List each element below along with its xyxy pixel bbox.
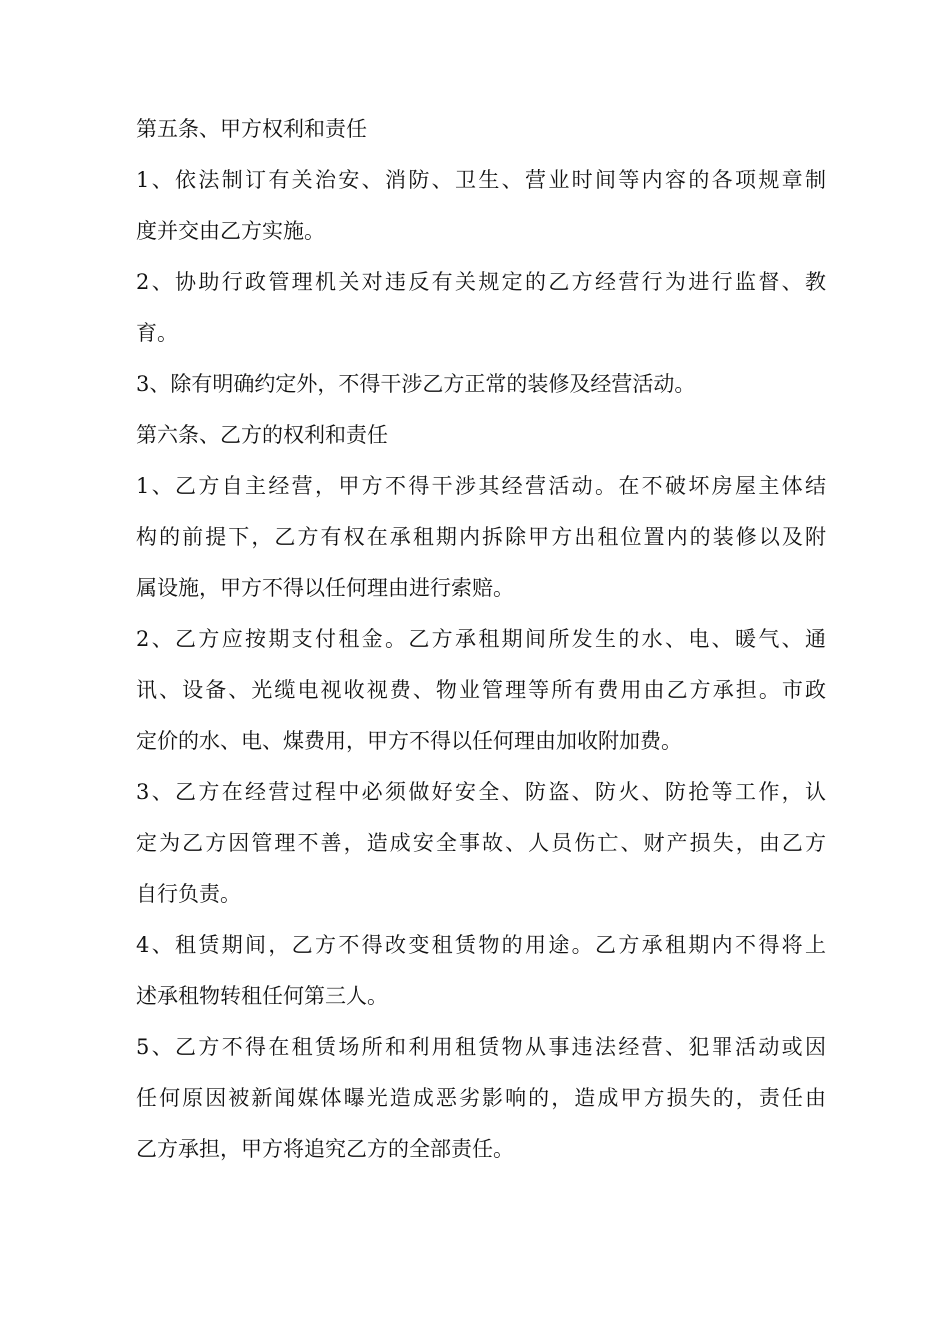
- paragraph-line: 2、协助行政管理机关对违反有关规定的乙方经营行为进行监督、教: [136, 270, 826, 294]
- paragraph-line: 1、乙方自主经营，甲方不得干涉其经营活动。在不破坏房屋主体结: [136, 474, 826, 498]
- document-body: [136, 104, 826, 1175]
- paragraph-line: 3、乙方在经营过程中必须做好安全、防盗、防火、防抢等工作，认: [136, 780, 826, 804]
- paragraph-line: 讯、设备、光缆电视收视费、物业管理等所有费用由乙方承担。市政: [136, 678, 826, 702]
- paragraph-line: 任何原因被新闻媒体曝光造成恶劣影响的，造成甲方损失的，责任由: [136, 1086, 826, 1110]
- paragraph-line: 4、租赁期间，乙方不得改变租赁物的用途。乙方承租期内不得将上: [136, 933, 826, 957]
- paragraph-line: 定价的水、电、煤费用，甲方不得以任何理由加收附加费。: [136, 729, 682, 753]
- paragraph-line: 2、乙方应按期支付租金。乙方承租期间所发生的水、电、暖气、通: [136, 627, 826, 651]
- section-heading-6: 第六条、乙方的权利和责任: [136, 423, 388, 447]
- paragraph-line: 育。: [136, 321, 178, 345]
- paragraph-line: 乙方承担，甲方将追究乙方的全部责任。: [136, 1137, 514, 1161]
- paragraph-line: 自行负责。: [136, 882, 241, 906]
- paragraph-line: 定为乙方因管理不善，造成安全事故、人员伤亡、财产损失，由乙方: [136, 831, 826, 855]
- section-heading-5: 第五条、甲方权利和责任: [136, 117, 367, 141]
- paragraph-line: 度并交由乙方实施。: [136, 219, 325, 243]
- paragraph-line: 构的前提下，乙方有权在承租期内拆除甲方出租位置内的装修以及附: [136, 525, 826, 549]
- paragraph-line: 属设施，甲方不得以任何理由进行索赔。: [136, 576, 514, 600]
- paragraph-line: 1、依法制订有关治安、消防、卫生、营业时间等内容的各项规章制: [136, 168, 826, 192]
- paragraph-line: 5、乙方不得在租赁场所和利用租赁物从事违法经营、犯罪活动或因: [136, 1035, 826, 1059]
- paragraph-line: 述承租物转租任何第三人。: [136, 984, 388, 1008]
- paragraph-line: 3、除有明确约定外，不得干涉乙方正常的装修及经营活动。: [136, 372, 696, 396]
